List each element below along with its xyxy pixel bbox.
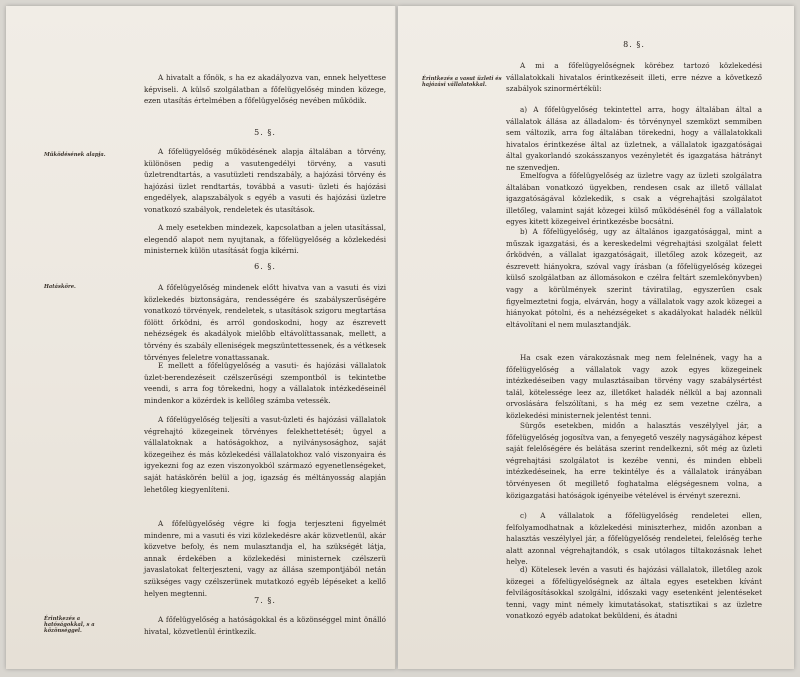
paragraph: A főfelügyelőség működésének alapja általában a törvény, különösen pedig a vasutengedélyi törvény, a vasuti üzletrendtartás, a vasutüzleti rendszabály, a hajózási törvény és hajózási üzlet rendtartás, továbbá a vasuti- üzleti és hajózási engedélyek, alapszabályok s egyéb a vasuti és hajózási üzletre vonatkozó szabályok, rendeletek és utasítások.	[144, 147, 386, 214]
paragraph: A mi a főfelügyelőségnek körébez tartozó közlekedési vállalatokkali hivatalos érintkezéseit illeti, erre nézve a következő szabályok szinormértékül:	[506, 61, 762, 94]
section-heading: 5. §.	[254, 128, 276, 137]
paragraph: A főfelügyelőség teljesíti a vasut-üzleti és hajózási vállalatok végrehajtó közegeinek törvényes felekhettetését; ügyel a vállalatoknak a hatóságokhoz, a nyilványsosághoz, saját közegeihez és más közlekedési vállalatokhoz való viszonyaira és igyekezni fog az ezen viszonyokból származó egyenetlenségeket, saját hatáskörén belül a jog, igazság és méltányosság alapján lehetőleg kiegyenlíteni.	[144, 415, 386, 494]
paragraph: c) A vállalatok a főfelügyelőség rendeletei ellen, felfolyamodhatnak a közlekedési miniszterhez, midőn azonban a halasztás veszélylyel jár, a főfelügyelőség rendeletei, felelőség terhe alatt azonnal végrehajtandók, s csak utólagos tiltakozásnak lehet helye.	[506, 511, 762, 567]
left-page	[6, 6, 396, 669]
paragraph: Sürgős esetekben, midőn a halasztás veszélylyel jár, a főfelügyelőség jogosítva van, a fenyegető veszély nagyságához képest saját felelőségére és belátása szerint rendelkezni, sőt még az üzleti végrehajtási szolgálatot is kezébe venni, és minden ebbeli intézkedéseinek, ha erre tekintélye és a vállalatok irányában törvényesen őt megillető foghatalma elégségesnem volna, a közigazgatási hatóságok igényeibe vételével is érvényt szerezni.	[506, 421, 762, 500]
right-page	[398, 6, 794, 669]
right-text-column	[506, 6, 762, 669]
paragraph: E mellett a főfelügyelőség a vasuti- és hajózási vállalatok üzlet-berendezéseit czélszerűségi szempontból is tekintetbe veendi, s arra fog törekedni, hogy a vállalatok intézkedéseinél mindenkor a közérdek is kellőleg számba vetessék.	[144, 361, 386, 405]
margin-note: Érintkezés a hatóságokkal, s a közönséggel.	[44, 616, 95, 634]
paragraph: A főfelügyelőség a hatóságokkal és a közönséggel mint önálló hivatal, közvetlenül érintkezik.	[144, 615, 386, 636]
margin-note: Működésének alapja.	[44, 152, 106, 158]
paragraph: d) Kötelesek levén a vasuti és hajózási vállalatok, illetőleg azok közegei a főfelügyelőségnek az általa egyes esetekben kívánt felvilágosításokkal szolgálni, időszaki vagy esetenként jelentéseket tenni, vagy mint némely kimutatásokat, statisztikai s az üzletre vonatkozó egyéb adatokat beküldeni, és átadni	[506, 565, 762, 621]
paragraph: A mely esetekben mindezek, kapcsolatban a jelen utasítással, elegendő alapot nem nyujtanak, a főfelügyelőség a közlekedési ministernek külön utasítását fogja kikérni.	[144, 223, 386, 256]
paragraph: A hivatalt a főnök, s ha ez akadályozva van, ennek helyettese képviseli. A külső szolgálatban a főfelügyelőség minden közege, ezen utasítás értelmében a főfelügyelőség nevében működik.	[144, 73, 386, 106]
paragraph: b) A főfelügyelőség, ugy az általános igazgatósággal, mint a műszak igazgatási, és a kereskedelmi végrehajtási szolgálat felett őrködvén, a vállalat igazgatóságait, illetőleg azok közegeit, az észrevett hiányokra, szóval vagy írásban (a főfelügyelőség közegei külső szolgálatban az állomásokon e czélra feltárt szemlekönyvben) vagy a körülmények szerint táviratilag, egyszerűen csak figyelmeztetni fogja, elvárván, hogy a vállalatok vagy azok közegei a hiányokat pótolni, és a nehézségeket s akadályokat haladék nélkül eltávolítani el nem mulasztandják.	[506, 227, 762, 329]
paragraph: a) A főfelügyelőség tekintettel arra, hogy általában által a vállalatok állása az álladalom- és törvénynyel szemközt semmiben sem változik, arra fog általában törekedni, hogy a vállalatokkali hivatalos érintkezése által az üzletnek, a vállalatok igazgatóságai által gyakorlandó szokásszanyos vezényletét és igazgatása hátrányt ne szenvedjen.	[506, 105, 762, 172]
paragraph: A főfelügyelőség mindenek előtt hivatva van a vasuti és vizi közlekedés biztonságára, rendességére és szabályszerűségére vonatkozó törvények, rendeletek, s utasítások szigoru megtartása fölött őrködni, és arról gondoskodni, hogy az észrevett nehézségek és akadályok mielőbb eltávolíttassanak, mellett, a törvény és szabály elleniségek megszüntettessenek, és a vétkesek törvényes feleletre vonattassanak.	[144, 283, 386, 362]
margin-note: Hatásköre.	[44, 284, 76, 290]
section-heading: 6. §.	[254, 262, 276, 271]
paragraph: Ha csak ezen várakozásnak meg nem felelnének, vagy ha a főfelügyelőség a vállalatok vagy azok egyes közegeinek intézkedéseiben vagy mulasztásaiban törvény vagy szabálysértést talál, kötelessége leez az, illetőket haladék nélkül a baj azonnali orvoslására felszólítani, s ha még ez sem vezetne czélra, a közlekedési ministernek jelentést tenni.	[506, 353, 762, 420]
margin-note: Érintkezés a vasut üzleti és hajózási vállalatokkal.	[422, 76, 502, 88]
section-heading: 8. §.	[623, 40, 645, 49]
paragraph: Emelfogva a főfelügyelőség az üzletre vagy az üzleti szolgálatra általában vonatkozó ügyekben, rendesen csak az illető vállalat igazgatóságával közlekedik, s csak a végrehajtási szolgálatot illetőleg, valamint saját közegei külső működésénél fog a vállalatok egyes kitett közegeivel érintkezésbe bocsátni.	[506, 171, 762, 227]
section-heading: 7. §.	[254, 596, 276, 605]
left-text-column	[144, 6, 386, 669]
paragraph: A főfelügyelőség végre ki fogja terjeszteni figyelmét mindenre, mi a vasuti és vizi közlekedésre akár közvetlenül, akár közvetve befoly, és nem mulasztandja el, ha szükségét látja, annak érdekében a közlekedési ministernek czélszerü javaslatokat felterjeszteni, vagy az állása szempontjából netán szükséges vagy czélszerünek mutatkozó egyéb lépéseket a kellő helyen megtenni.	[144, 519, 386, 598]
